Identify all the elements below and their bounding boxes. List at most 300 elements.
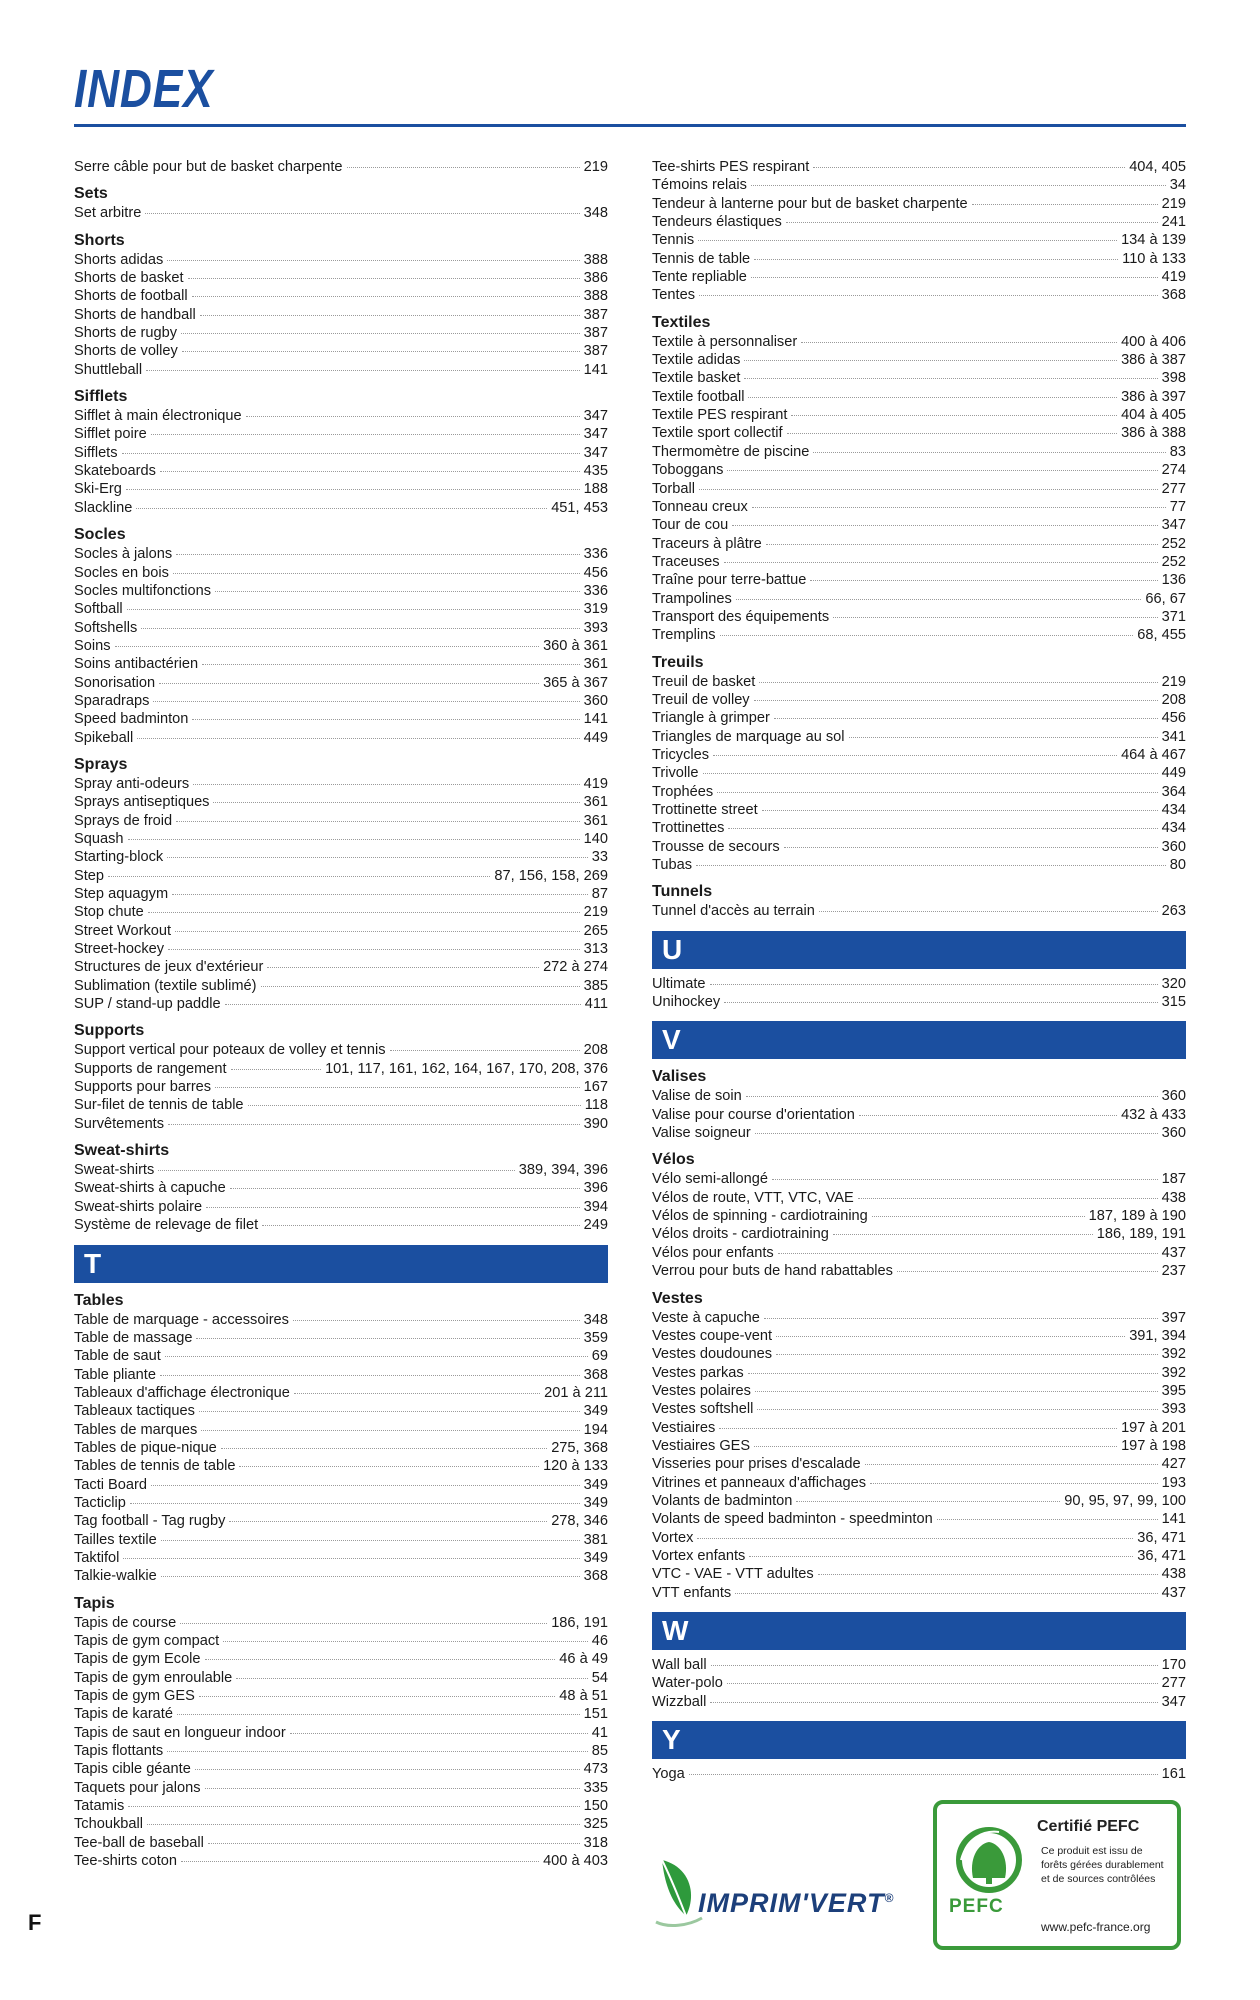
entry-label: Wizzball xyxy=(652,1693,707,1710)
index-entry xyxy=(74,1078,608,1096)
entry-page: 325 xyxy=(583,1816,608,1833)
dot-leader xyxy=(261,986,580,987)
entry-page: 41 xyxy=(591,1724,608,1741)
entry-page: 359 xyxy=(583,1329,608,1346)
dot-leader xyxy=(167,1751,588,1752)
dot-leader xyxy=(161,1540,580,1541)
index-entry xyxy=(74,342,608,360)
index-entry xyxy=(652,1437,1186,1455)
index-entry xyxy=(652,1106,1186,1124)
entry-label: Street Workout xyxy=(74,922,172,939)
entry-label: Tapis flottants xyxy=(74,1743,164,1760)
index-entry xyxy=(74,995,608,1013)
index-entry xyxy=(652,158,1186,176)
dot-leader xyxy=(223,1641,588,1642)
dot-leader xyxy=(172,894,588,895)
entry-label: Vestes coupe-vent xyxy=(652,1327,773,1344)
entry-page: 36, 471 xyxy=(1137,1547,1186,1564)
entry-label: Textile adidas xyxy=(652,352,741,369)
entry-label: Vélos pour enfants xyxy=(652,1244,774,1261)
entry-label: Tennis de table xyxy=(652,250,751,267)
index-entry xyxy=(74,1311,608,1329)
dot-leader xyxy=(122,453,580,454)
dot-leader xyxy=(115,646,540,647)
dot-leader xyxy=(784,847,1158,848)
index-entry xyxy=(74,1494,608,1512)
index-entry xyxy=(652,1309,1186,1327)
index-entry xyxy=(652,250,1186,268)
dot-leader xyxy=(177,1714,580,1715)
dot-leader xyxy=(221,1448,547,1449)
dot-leader xyxy=(347,167,580,168)
entry-page: 46 xyxy=(591,1633,608,1649)
dot-leader xyxy=(239,1466,539,1467)
dot-leader xyxy=(748,1373,1158,1374)
entry-page: 275, 368 xyxy=(551,1439,608,1456)
entry-page: 388 xyxy=(583,251,608,268)
entry-page: 167 xyxy=(583,1079,608,1096)
letter-divider: W xyxy=(652,1612,1186,1650)
entry-label: Sifflets xyxy=(74,444,118,461)
entry-label: Tennis xyxy=(652,232,695,249)
entry-label: Système de relevage de filet xyxy=(74,1217,259,1234)
dot-leader xyxy=(167,260,579,261)
index-entry xyxy=(74,204,608,222)
index-entry xyxy=(652,1455,1186,1473)
entry-label: Verrou pour buts de hand rabattables xyxy=(652,1263,893,1280)
index-entry xyxy=(74,830,608,848)
entry-label: Vélos droits - cardiotraining xyxy=(652,1226,829,1243)
entry-label: Sweat-shirts à capuche xyxy=(74,1180,226,1197)
index-heading: Tapis xyxy=(74,1594,115,1612)
entry-page: 241 xyxy=(1161,214,1186,231)
entry-label: Survêtements xyxy=(74,1115,165,1132)
dot-leader xyxy=(267,967,539,968)
dot-leader xyxy=(819,911,1158,912)
dot-leader xyxy=(813,167,1125,168)
entry-page: 404 à 405 xyxy=(1121,407,1186,424)
entry-page: 141 xyxy=(1161,1511,1186,1528)
entry-page: 263 xyxy=(1161,903,1186,920)
dot-leader xyxy=(167,857,588,858)
index-entry xyxy=(74,1797,608,1815)
entry-page: 118 xyxy=(584,1097,608,1114)
entry-page: 404, 405 xyxy=(1129,159,1186,175)
entry-label: Vitrines et panneaux d'affichages xyxy=(652,1474,867,1491)
entry-page: 368 xyxy=(583,1568,608,1585)
entry-label: Sparadraps xyxy=(74,692,150,709)
entry-page: 87 xyxy=(591,886,608,902)
index-entry xyxy=(652,673,1186,691)
entry-label: Table de massage xyxy=(74,1329,193,1346)
dot-leader xyxy=(858,1198,1158,1199)
letter-divider: Y xyxy=(652,1721,1186,1759)
index-entry xyxy=(74,1779,608,1797)
entry-label: Step aquagym xyxy=(74,886,169,902)
entry-label: Triangles de marquage au sol xyxy=(652,728,845,745)
index-entry xyxy=(652,461,1186,479)
dot-leader xyxy=(145,213,579,214)
dot-leader xyxy=(696,865,1166,866)
entry-label: Ski-Erg xyxy=(74,481,122,498)
dot-leader xyxy=(236,1678,588,1679)
index-entry xyxy=(74,1614,608,1632)
index-entry xyxy=(74,1402,608,1420)
index-entry xyxy=(74,692,608,710)
entry-label: Volants de speed badminton - speedminton xyxy=(652,1511,933,1528)
entry-label: Street-hockey xyxy=(74,941,165,958)
entry-label: VTC - VAE - VTT adultes xyxy=(652,1566,814,1583)
entry-label: Textile PES respirant xyxy=(652,407,788,424)
dot-leader xyxy=(136,508,547,509)
entry-label: Tapis de karaté xyxy=(74,1706,173,1723)
entry-page: 348 xyxy=(583,205,608,222)
index-entry xyxy=(74,1347,608,1365)
entry-page: 400 à 403 xyxy=(543,1853,608,1870)
dot-leader xyxy=(205,1659,556,1660)
entry-label: Tonneau creux xyxy=(652,498,748,515)
entry-page: 120 à 133 xyxy=(543,1458,608,1475)
entry-label: Textile basket xyxy=(652,370,741,387)
entry-page: 318 xyxy=(583,1834,608,1851)
dot-leader xyxy=(108,876,490,877)
entry-page: 389, 394, 396 xyxy=(518,1162,608,1179)
entry-page: 341 xyxy=(1161,728,1186,745)
dot-leader xyxy=(199,1411,580,1412)
index-entry xyxy=(652,369,1186,387)
entry-label: Stop chute xyxy=(74,904,144,921)
title-rule xyxy=(74,124,1186,127)
entry-label: Tapis de gym Ecole xyxy=(74,1651,201,1668)
index-entry xyxy=(74,1742,608,1760)
index-entry xyxy=(652,231,1186,249)
index-entry xyxy=(74,158,608,176)
index-column-left xyxy=(74,158,608,1870)
page-title: INDEX xyxy=(74,59,214,119)
index-entry xyxy=(74,1457,608,1475)
index-entry xyxy=(652,535,1186,553)
entry-label: Vestes doudounes xyxy=(652,1346,773,1363)
index-entry xyxy=(74,655,608,673)
dot-leader xyxy=(762,810,1158,811)
index-entry xyxy=(652,1547,1186,1565)
dot-leader xyxy=(699,295,1158,296)
letter-divider: U xyxy=(652,931,1186,969)
entry-label: Tables de pique-nique xyxy=(74,1439,217,1456)
index-entry xyxy=(74,1041,608,1059)
dot-leader xyxy=(248,1105,581,1106)
entry-label: Tentes xyxy=(652,287,695,304)
entry-page: 134 à 139 xyxy=(1121,232,1186,249)
entry-label: Textile football xyxy=(652,388,745,405)
index-entry xyxy=(652,1400,1186,1418)
entry-label: Trottinettes xyxy=(652,820,725,837)
entry-page: 141 xyxy=(583,361,608,378)
entry-page: 473 xyxy=(583,1761,608,1778)
dot-leader xyxy=(699,489,1158,490)
entry-page: 187 xyxy=(1161,1171,1186,1188)
entry-label: Tapis cible géante xyxy=(74,1761,191,1778)
entry-page: 392 xyxy=(1161,1364,1186,1381)
index-entry xyxy=(74,1512,608,1530)
entry-label: Treuil de basket xyxy=(652,673,756,690)
entry-page: 349 xyxy=(583,1549,608,1566)
entry-label: Starting-block xyxy=(74,849,164,866)
dot-leader xyxy=(720,635,1134,636)
dot-leader xyxy=(153,701,579,702)
entry-label: Vortex xyxy=(652,1529,694,1546)
dot-leader xyxy=(755,1133,1158,1134)
dot-leader xyxy=(213,802,579,803)
entry-label: Témoins relais xyxy=(652,177,747,194)
entry-page: 219 xyxy=(583,904,608,921)
index-entry xyxy=(652,783,1186,801)
entry-label: Slackline xyxy=(74,499,133,516)
index-entry xyxy=(74,324,608,342)
index-entry xyxy=(74,1366,608,1384)
index-entry xyxy=(652,975,1186,993)
dot-leader xyxy=(215,1087,580,1088)
entry-label: Trottinette street xyxy=(652,802,758,818)
dot-leader xyxy=(176,821,579,822)
dot-leader xyxy=(724,562,1158,563)
entry-label: Vélos de spinning - cardiotraining xyxy=(652,1208,868,1225)
index-entry xyxy=(652,480,1186,498)
index-entry xyxy=(652,571,1186,589)
dot-leader xyxy=(754,700,1158,701)
entry-page: 219 xyxy=(1161,195,1186,212)
dot-leader xyxy=(199,1696,555,1697)
index-entry xyxy=(652,626,1186,644)
index-entry xyxy=(652,746,1186,764)
entry-page: 237 xyxy=(1161,1263,1186,1280)
index-entry xyxy=(74,674,608,692)
entry-page: 335 xyxy=(583,1779,608,1796)
dot-leader xyxy=(161,1576,580,1577)
entry-label: Treuil de volley xyxy=(652,691,750,708)
index-entry xyxy=(652,1674,1186,1692)
entry-page: 193 xyxy=(1161,1474,1186,1491)
dot-leader xyxy=(196,1338,579,1339)
dot-leader xyxy=(128,839,580,840)
entry-label: Sonorisation xyxy=(74,674,156,691)
index-entry xyxy=(74,1549,608,1567)
entry-page: 80 xyxy=(1169,857,1186,874)
dot-leader xyxy=(833,1234,1093,1235)
entry-label: Tatamis xyxy=(74,1798,125,1815)
entry-page: 434 xyxy=(1161,802,1186,818)
entry-page: 361 xyxy=(583,656,608,673)
dot-leader xyxy=(813,452,1165,453)
entry-label: Tapis de gym GES xyxy=(74,1688,195,1705)
entry-page: 360 xyxy=(1161,838,1186,855)
index-entry xyxy=(74,1687,608,1705)
entry-label: Tables de marques xyxy=(74,1421,198,1438)
entry-label: Softball xyxy=(74,601,123,618)
entry-label: Socles à jalons xyxy=(74,546,173,563)
index-entry xyxy=(74,1669,608,1687)
dot-leader xyxy=(173,573,580,574)
entry-page: 320 xyxy=(1161,975,1186,992)
dot-leader xyxy=(246,416,580,417)
entry-label: Tacti Board xyxy=(74,1476,148,1493)
index-entry xyxy=(74,480,608,498)
entry-page: 348 xyxy=(583,1311,608,1328)
imprim-vert-logo xyxy=(648,1852,908,1932)
entry-label: Traceuses xyxy=(652,553,720,570)
entry-label: Spikeball xyxy=(74,729,134,746)
index-entry xyxy=(652,1382,1186,1400)
entry-label: SUP / stand-up paddle xyxy=(74,996,221,1013)
pefc-description: Ce produit est issu de forêts gérées durablement et de sources contrôlées xyxy=(1041,1845,1164,1885)
entry-page: 319 xyxy=(583,601,608,618)
index-entry xyxy=(652,1419,1186,1437)
index-entry xyxy=(652,1565,1186,1583)
entry-page: 141 xyxy=(583,711,608,728)
index-entry xyxy=(652,424,1186,442)
entry-page: 456 xyxy=(583,564,608,581)
entry-label: Soins xyxy=(74,637,111,654)
entry-page: 456 xyxy=(1161,710,1186,727)
entry-page: 151 xyxy=(583,1706,608,1723)
index-entry xyxy=(74,1724,608,1742)
dot-leader xyxy=(897,1271,1158,1272)
dot-leader xyxy=(123,1558,579,1559)
dot-leader xyxy=(128,1806,579,1807)
dot-leader xyxy=(192,719,579,720)
pefc-title: Certifié PEFC xyxy=(1037,1818,1140,1835)
dot-leader xyxy=(764,1318,1158,1319)
index-heading: Textiles xyxy=(652,313,711,331)
index-entry xyxy=(74,848,608,866)
entry-page: 34 xyxy=(1169,177,1186,194)
entry-label: VTT enfants xyxy=(652,1584,732,1601)
entry-label: Tacticlip xyxy=(74,1494,126,1511)
entry-page: 365 à 367 xyxy=(543,674,608,691)
index-entry xyxy=(652,1510,1186,1528)
entry-label: Trampolines xyxy=(652,590,732,607)
index-entry xyxy=(652,1765,1186,1783)
entry-label: Valise soigneur xyxy=(652,1125,751,1142)
entry-page: 347 xyxy=(583,408,608,425)
entry-page: 364 xyxy=(1161,783,1186,800)
dot-leader xyxy=(698,240,1117,241)
index-entry xyxy=(74,600,608,618)
entry-page: 77 xyxy=(1169,498,1186,515)
index-entry xyxy=(74,425,608,443)
index-entry xyxy=(74,1421,608,1439)
entry-label: Sweat-shirts polaire xyxy=(74,1198,203,1215)
entry-page: 349 xyxy=(583,1403,608,1420)
entry-label: Wall ball xyxy=(652,1657,707,1673)
entry-page: 396 xyxy=(583,1180,608,1197)
entry-page: 386 à 397 xyxy=(1121,388,1186,405)
index-entry xyxy=(652,1529,1186,1547)
entry-page: 386 à 388 xyxy=(1121,425,1186,442)
entry-page: 397 xyxy=(1161,1309,1186,1326)
index-entry xyxy=(652,1492,1186,1510)
dot-leader xyxy=(759,682,1157,683)
dot-leader xyxy=(188,278,580,279)
entry-page: 66, 67 xyxy=(1145,590,1186,607)
dot-leader xyxy=(818,1574,1158,1575)
entry-label: Water-polo xyxy=(652,1675,723,1692)
entry-label: Trivolle xyxy=(652,765,699,782)
index-entry xyxy=(652,268,1186,286)
index-entry xyxy=(74,1161,608,1179)
dot-leader xyxy=(130,1503,580,1504)
index-heading: Tunnels xyxy=(652,883,713,901)
entry-label: Table pliante xyxy=(74,1366,156,1383)
index-entry xyxy=(652,838,1186,856)
entry-label: Tapis de course xyxy=(74,1614,177,1631)
entry-page: 361 xyxy=(583,812,608,829)
dot-leader xyxy=(872,1216,1085,1217)
entry-page: 336 xyxy=(583,546,608,563)
entry-label: Step xyxy=(74,867,105,884)
index-entry xyxy=(74,793,608,811)
entry-page: 449 xyxy=(583,729,608,746)
entry-label: Unihockey xyxy=(652,994,721,1011)
entry-label: Soins antibactérien xyxy=(74,656,199,673)
index-entry xyxy=(74,499,608,517)
index-entry xyxy=(74,462,608,480)
dot-leader xyxy=(719,1428,1117,1429)
index-entry xyxy=(74,867,608,885)
entry-label: Tubas xyxy=(652,857,693,874)
entry-label: Vestes parkas xyxy=(652,1364,744,1381)
entry-page: 186, 189, 191 xyxy=(1096,1226,1186,1243)
dot-leader xyxy=(732,525,1157,526)
index-entry xyxy=(652,764,1186,782)
entry-label: Serre câble pour but de basket charpente xyxy=(74,159,343,175)
index-entry xyxy=(652,608,1186,626)
entry-page: 435 xyxy=(583,463,608,480)
entry-label: Traîne pour terre-battue xyxy=(652,572,807,589)
index-entry xyxy=(652,902,1186,920)
dot-leader xyxy=(159,683,539,684)
entry-page: 54 xyxy=(591,1669,608,1686)
index-entry xyxy=(652,801,1186,819)
entry-label: Vestes softshell xyxy=(652,1401,754,1418)
index-entry xyxy=(652,1693,1186,1711)
entry-page: 87, 156, 158, 269 xyxy=(494,867,608,884)
dot-leader xyxy=(710,984,1158,985)
entry-label: Vélos de route, VTT, VTC, VAE xyxy=(652,1189,854,1206)
index-entry xyxy=(74,1115,608,1133)
dot-leader xyxy=(859,1115,1117,1116)
entry-label: Visseries pour prises d'escalade xyxy=(652,1456,861,1473)
dot-leader xyxy=(225,1004,581,1005)
dot-leader xyxy=(833,617,1158,618)
index-entry xyxy=(652,728,1186,746)
dot-leader xyxy=(865,1464,1158,1465)
entry-label: Shorts de rugby xyxy=(74,325,178,342)
entry-label: Textile à personnaliser xyxy=(652,333,798,350)
entry-page: 278, 346 xyxy=(551,1513,608,1530)
dot-leader xyxy=(697,1538,1133,1539)
entry-label: Tremplins xyxy=(652,627,716,644)
dot-leader xyxy=(751,277,1158,278)
dot-leader xyxy=(689,1774,1158,1775)
dot-leader xyxy=(774,718,1158,719)
entry-page: 360 à 361 xyxy=(543,637,608,654)
index-entry xyxy=(652,1327,1186,1345)
entry-page: 434 xyxy=(1161,820,1186,837)
entry-page: 110 à 133 xyxy=(1122,250,1186,267)
entry-label: Support vertical pour poteaux de volley et tennis xyxy=(74,1042,386,1059)
entry-label: Sublimation (textile sublimé) xyxy=(74,977,257,994)
